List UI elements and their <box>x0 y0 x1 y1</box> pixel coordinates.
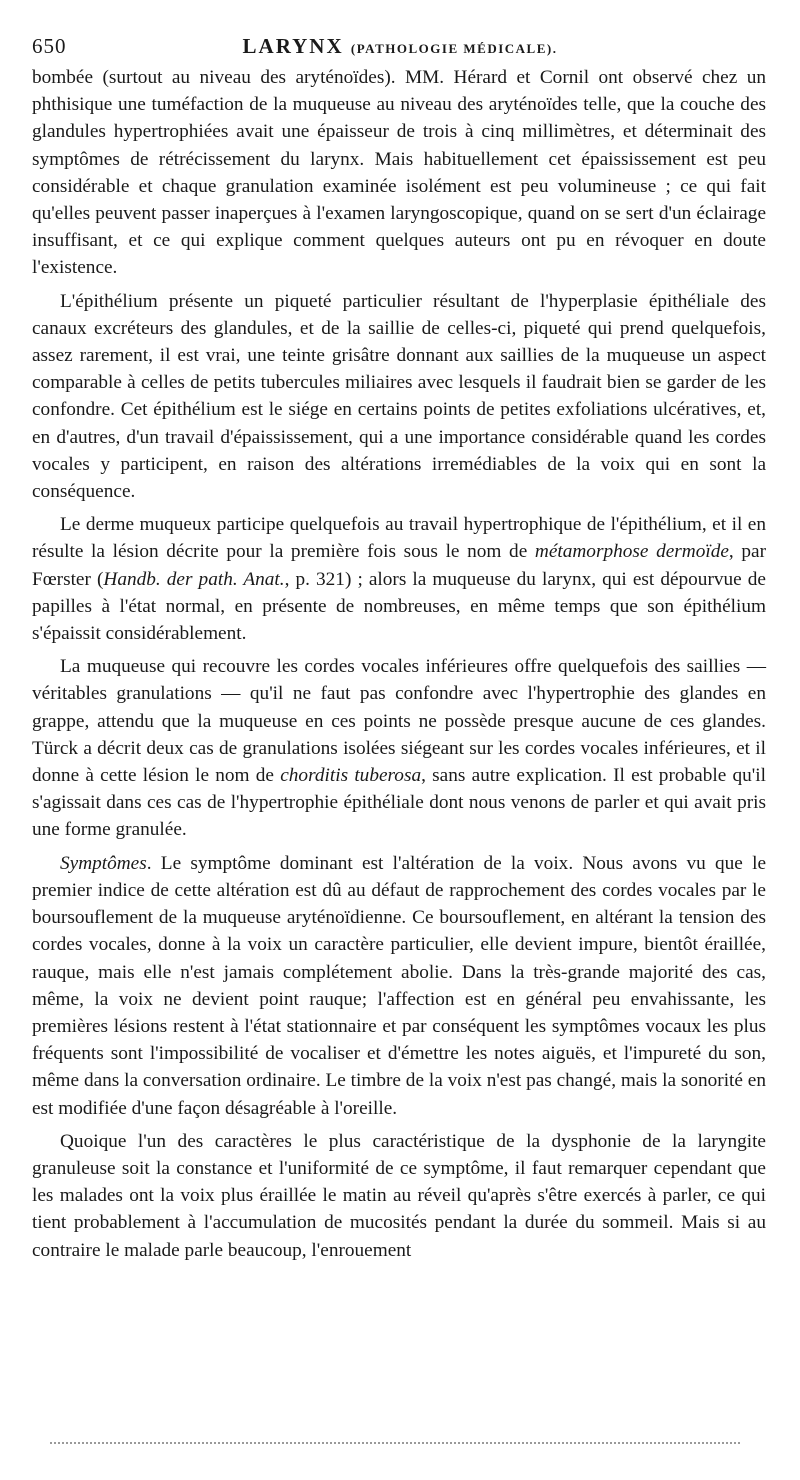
paragraph-text: , par Fœrster ( <box>32 541 766 590</box>
paragraph-text: , sans autre explication. Il est probable qu'il s'agissait dans ces cas de l'hypertrophie épithéliale dont nous venons de parler et qui avait pris une forme granulée. <box>32 765 766 841</box>
paragraph <box>32 850 766 1122</box>
paragraph <box>32 1128 766 1264</box>
paragraph <box>32 653 766 843</box>
running-header <box>30 34 770 58</box>
page-number: 650 <box>32 34 67 58</box>
paragraph <box>32 511 766 647</box>
paragraph-text: . Le symptôme dominant est l'altération de la voix. Nous avons vu que le premier indice de cette altération est dû au défaut de rapprochement des cordes vocales par le boursouflement de la muqueuse aryténoïdienne. Ce boursouflement, en altérant la tension des cordes vocales, donne à la voix un caractère particulier, elle devient impure, bientôt éraillée, rauque, mais elle n'est jamais complétement abolie. Dans la très-grande majorité des cas, même, la voix ne devient point rauque; l'affection est en général peu envahissante, les premières lésions restent à l'état stationnaire et par conséquent les symptômes vocaux les plus fréquents sont l'impossibilité de vocaliser et d'émettre les notes aiguës, et l'impureté du son, même dans la conversation ordinaire. Le timbre de la voix n'est pas changé, mais la sonorité en est modifiée d'une façon désagréable à l'oreille. <box>32 852 766 1119</box>
running-title <box>30 34 770 59</box>
paragraph <box>32 288 766 506</box>
paragraph-text: Le derme muqueux participe quelquefois au travail hypertrophique de l'épithélium, et il en résulte la lésion décrite pour la première fois sous le nom de <box>32 514 766 563</box>
paragraph-text: Quoique l'un des caractères le plus caractéristique de la dysphonie de la laryngite granuleuse soit la constance et l'uniformité de ce symptôme, il faut remarquer cependant que les malades ont la voix plus éraillée le matin au réveil qu'après s'être exercés à parler, ce qui tient probablement à l'accumulation de mucosités pendant la durée du sommeil. Mais si au contraire le malade parle beaucoup, l'enrouement <box>32 1130 766 1261</box>
paragraph-text: L'épithélium présente un piqueté particulier résultant de l'hyperplasie épithéliale des canaux excréteurs des glandules, et de la saillie de celles-ci, piqueté qui prend quelquefois, assez rarement, il est vrai, une teinte grisâtre donnant aux saillies de la muqueuse un aspect comparable à celles de petits tubercules miliaires avec lesquels il faudrait bien se garder de les confondre. Cet épithélium est le siége en certains points de petites exfoliations ulcératives, et, en d'autres, d'un travail d'épaississement, qui a une importance considérable quand les cordes vocales y participent, en raison des altérations irremédiables de la voix qui en sont la conséquence. <box>32 290 766 503</box>
paragraph-text: , p. 321) ; alors la muqueuse du larynx, qui est dépourvue de papilles à l'état normal, en présente de nombreuses, en même temps que son épithélium s'épaissit considérablement. <box>32 568 766 645</box>
italic-text: métamorphose dermoïde <box>534 541 729 563</box>
body-text <box>32 64 766 1270</box>
italic-text: Symptômes <box>60 852 147 874</box>
paragraph <box>32 64 766 282</box>
paragraph-text: La muqueuse qui recouvre les cordes vocales inférieures offre quelquefois des saillies — véritables granulations — qu'il ne faut pas confondre avec l'hypertrophie des glandes en grappe, attendu que la muqueuse en ces points ne possède presque aucune de ces glandes. Türck a décrit deux cas de granulations isolées siégeant sur les cordes vocales inférieures, et il donne à cette lésion le nom de <box>32 656 766 787</box>
italic-text: Handb. der path. Anat. <box>103 568 285 590</box>
italic-text: chorditis tuberosa <box>280 765 422 787</box>
running-title-sub: (PATHOLOGIE MÉDICALE). <box>350 41 558 56</box>
footer-dotted-rule <box>50 1442 740 1444</box>
running-title-main: LARYNX <box>242 34 344 58</box>
paragraph-text: bombée (surtout au niveau des aryténoïdes). MM. Hérard et Cornil ont observé chez un phthisique une tuméfaction de la muqueuse au niveau des aryténoïdes telle, que la couche des glandules hypertrophiées avait une épaisseur de trois à cinq millimètres, et déterminait des symptômes de rétrécissement du larynx. Mais habituellement cet épaississement est peu considérable et chaque granulation examinée isolément est peu volumineuse ; ce qui fait qu'elles peuvent passer inaperçues à l'examen laryngoscopique, quand on se sert d'un éclairage insuffisant, et ce qui explique comment quelques auteurs ont pu en révoquer en doute l'existence. <box>32 67 766 279</box>
